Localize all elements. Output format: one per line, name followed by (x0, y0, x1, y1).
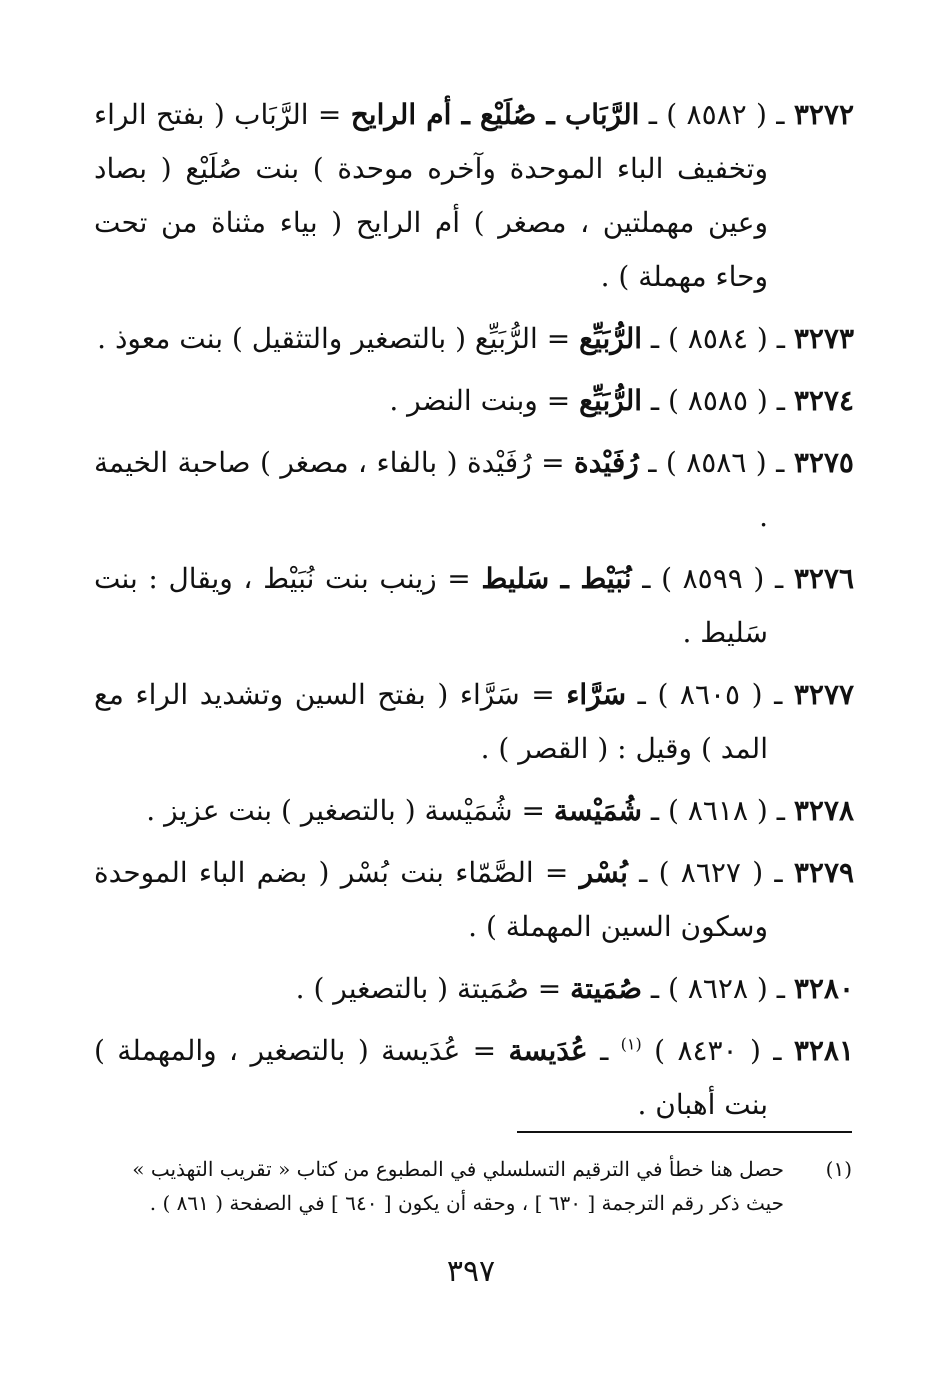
entry-headword: رُفَيْدة (574, 446, 639, 479)
entry: ٣٢٨٠ ـ ( ٨٦٢٨ ) ـ صُمَيتة = صُمَيتة ( بالتصغير ) . (295, 972, 854, 1005)
entry-headword: عُدَيسة (508, 1034, 588, 1067)
entry-reference: ( ٨٦١٨ ) (668, 794, 768, 827)
entry: ٣٢٨١ ـ ( ٨٤٣٠ ) $^{(١)}$ ـ عُدَيسة = عُدَيسة ( بالتصغير ، والمهملة ) بنت أهبان . (94, 1034, 854, 1121)
entry: ٣٢٧٣ ـ ( ٨٥٨٤ ) ـ الرُّبَيِّع = الرُّبَيِّع ( بالتصغير والتثقيل ) بنت معوذ . (97, 322, 854, 355)
entry: ٣٢٧٧ ـ ( ٨٦٠٥ ) ـ سَرَّاء = سَرَّاء ( بفتح السين وتشديد الراء مع المد ) وقيل : ( القصر ) . (94, 678, 855, 765)
entry: ٣٢٧٢ ـ ( ٨٥٨٢ ) ـ الرَّبَاب ـ صُلَيْع ـ أم الرايح = الرَّبَاب ( بفتح الراء وتخفيف الباء الموحدة وآخره موحدة ) بنت صُلَيْع ( بصاد وعين مهملتين ، مصغر ) أم الرايح ( بياء مثناة من تحت وحاء مهملة ) . (94, 98, 854, 293)
entry: ٣٢٧٩ ـ ( ٨٦٢٧ ) ـ بُسْر = الصَّمّاء بنت بُسْر ( بضم الباء الموحدة وسكون السين المهملة ) . (94, 856, 855, 943)
entry-body: = الصَّمّاء بنت بُسْر ( بضم الباء الموحدة وسكون السين المهملة ) . (94, 856, 768, 943)
entry-number: ٣٢٨٠ (793, 972, 854, 1005)
entry-headword: الرُّبَيِّع (579, 384, 642, 417)
entry-body: = زينب بنت نُبَيْط ، ويقال : بنت سَليط . (94, 562, 768, 649)
footnote-separator (517, 1131, 852, 1133)
entry-reference: ( ٨٦٢٧ ) (658, 856, 764, 889)
entry-headword: بُسْر (579, 856, 628, 889)
entries-list (94, 88, 854, 1140)
entry-body: = صُمَيتة ( بالتصغير ) . (295, 972, 562, 1005)
entry-headword: الرَّبَاب ـ صُلَيْع ـ أم الرايح (350, 98, 640, 131)
entry-body: = الرُّبَيِّع ( بالتصغير والتثقيل ) بنت معوذ . (97, 322, 571, 355)
entry-body: = شُمَيْسة ( بالتصغير ) بنت عزيز . (146, 794, 545, 827)
entry-number: ٣٢٧٩ (793, 856, 855, 889)
entry-reference: ( ٨٦٠٥ ) (657, 678, 763, 711)
entry-reference: ( ٨٥٨٢ ) (666, 98, 767, 131)
entry-reference: ( ٨٦٢٨ ) (668, 972, 768, 1005)
footnote (94, 1152, 852, 1220)
page-number: ٣٩٧ (446, 1254, 496, 1289)
entry-number: ٣٢٧٥ (793, 446, 854, 479)
entry-number: ٣٢٧٢ (793, 98, 854, 131)
entry: ٣٢٧٨ ـ ( ٨٦١٨ ) ـ شُمَيْسة = شُمَيْسة ( بالتصغير ) بنت عزيز . (146, 794, 854, 827)
entry-body: = عُدَيسة ( بالتصغير ، والمهملة ) بنت أهبان . (94, 1034, 768, 1121)
footnote-marker: (١) (825, 1157, 852, 1181)
entry-body: = رُفَيْدة ( بالفاء ، مصغر ) صاحبة الخيمة . (94, 446, 768, 533)
entry-body: = الرَّبَاب ( بفتح الراء وتخفيف الباء الموحدة وآخره موحدة ) بنت صُلَيْع ( بصاد وعين مهملتين ، مصغر ) أم الرايح ( بياء مثناة من تحت وحاء مهملة ) . (94, 98, 768, 293)
entry-number: ٣٢٧٤ (793, 384, 854, 417)
entry-number: ٣٢٨١ (793, 1034, 854, 1067)
entry-headword: سَرَّاء (566, 678, 627, 711)
entry-headword: شُمَيْسة (553, 794, 642, 827)
entry-reference: ( ٨٥٩٩ ) (661, 562, 765, 595)
entry: ٣٢٧٥ ـ ( ٨٥٨٦ ) ـ رُفَيْدة = رُفَيْدة ( بالفاء ، مصغر ) صاحبة الخيمة . (94, 446, 854, 533)
entry-headword: الرُّبَيِّع (579, 322, 642, 355)
entry: ٣٢٧٦ ـ ( ٨٥٩٩ ) ـ نُبَيْط ـ سَليط = زينب بنت نُبَيْط ، ويقال : بنت سَليط . (94, 562, 854, 649)
entry-reference: ( ٨٤٣٠ ) (654, 1034, 761, 1067)
entry-reference: ( ٨٥٨٦ ) (665, 446, 767, 479)
entry-headword: صُمَيتة (570, 972, 642, 1005)
footnote-reference: (١) (620, 1034, 642, 1054)
footnote-text: حصل هنا خطأ في الترقيم التسلسلي في المطبوع من كتاب « تقريب التهذيب » حيث ذكر رقم الترجمة [ ٦٣٠ ] ، وحقه أن يكون [ ٦٤٠ ] في الصفحة ( ٨٦١ ) . (132, 1157, 784, 1215)
entry-number: ٣٢٧٨ (793, 794, 854, 827)
entry-body: = وبنت النضر . (389, 384, 571, 417)
entry-body: = سَرَّاء ( بفتح السين وتشديد الراء مع المد ) وقيل : ( القصر ) . (94, 678, 768, 765)
entry-number: ٣٢٧٦ (793, 562, 854, 595)
entry: ٣٢٧٤ ـ ( ٨٥٨٥ ) ـ الرُّبَيِّع = وبنت النضر . (389, 384, 854, 417)
entry-reference: ( ٨٥٨٤ ) (668, 322, 768, 355)
entry-headword: نُبَيْط ـ سَليط (481, 562, 632, 595)
entry-number: ٣٢٧٧ (793, 678, 855, 711)
entry-number: ٣٢٧٣ (793, 322, 854, 355)
entry-reference: ( ٨٥٨٥ ) (668, 384, 768, 417)
